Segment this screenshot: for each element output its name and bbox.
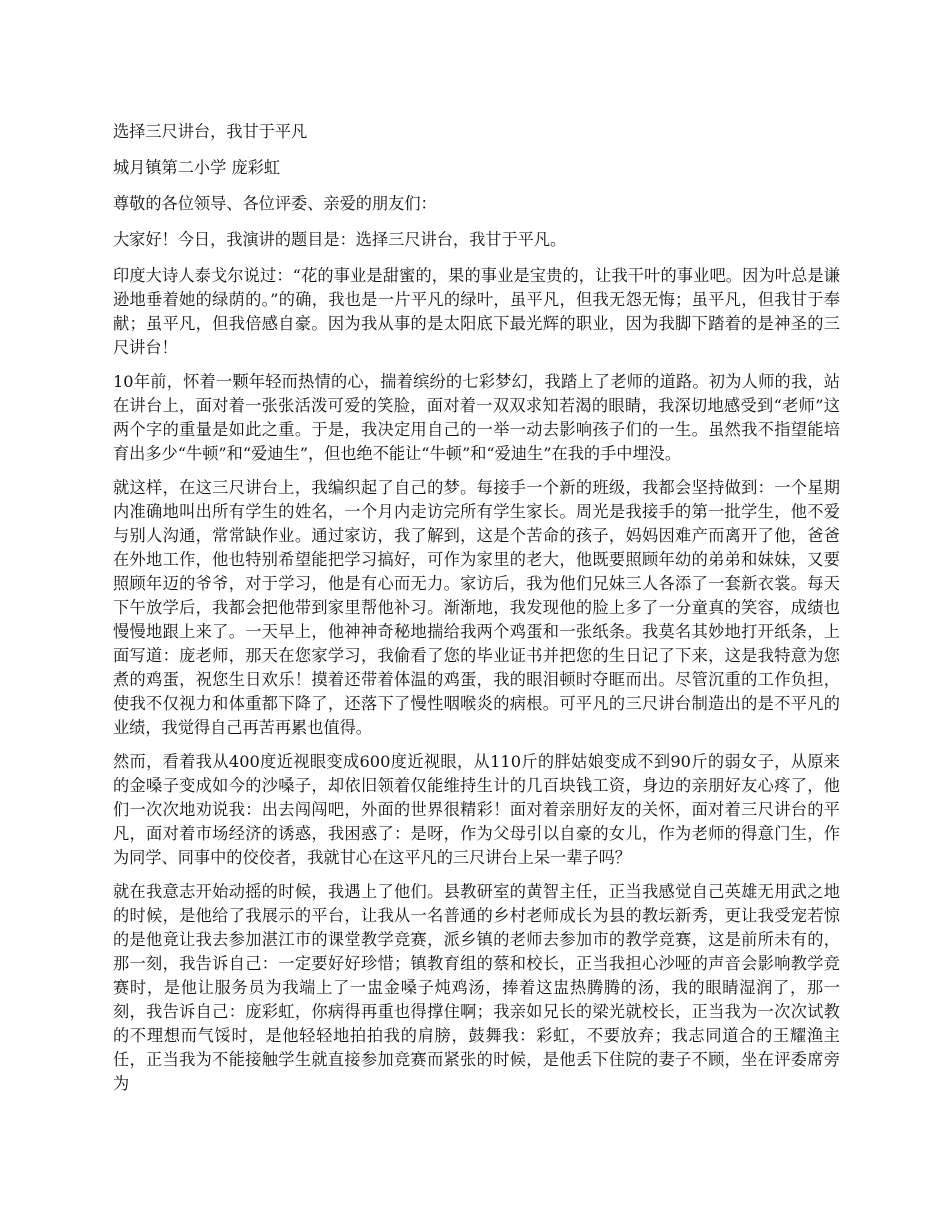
paragraph: 就在我意志开始动摇的时候，我遇上了他们。县教研室的黄智主任，正当我感觉自己英雄无用武之地的时候，是他给了我展示的平台，让我从一名普通的乡村老师成长为县的教坛新秀，更让我受宠若惊的是他竟让我去参加湛江市的课堂教学竞赛，派乡镇的老师去参加市的教学竞赛，这是前所未有的，那一刻，我告诉自己：一定要好好珍惜；镇教育组的蔡和校长，正当我担心沙哑的声音会影响教学竞赛时，是他让服务员为我端上了一盅金嗓子炖鸡汤，捧着这盅热腾腾的汤，我的眼睛湿润了，那一刻，我告诉自己：庞彩虹，你病得再重也得撑住啊；我亲如兄长的梁光就校长，正当我为一次次试教的不理想而气馁时，是他轻轻地拍拍我的肩膀，鼓舞我：彩虹，不要放弃；我志同道合的王耀渔主任，正当我为不能接触学生就直接参加竞赛而紧张的时候，是他丢下住院的妻子不顾，坐在评委席旁为 [113, 882, 840, 1093]
document-title: 选择三尺讲台，我甘于平凡 [113, 122, 308, 141]
author-line: 城月镇第二小学 庞彩虹 [113, 158, 281, 177]
paragraph: 印度大诗人泰戈尔说过：“花的事业是甜蜜的，果的事业是宝贵的，让我干叶的事业吧。因为叶总是谦逊地垂着她的绿荫的。”的确，我也是一片平凡的绿叶，虽平凡，但我无怨无悔；虽平凡，但我甘于奉献；虽平凡，但我倍感自豪。因为我从事的是太阳底下最光辉的职业，因为我脚下踏着的是神圣的三尺讲台！ [113, 266, 840, 357]
salutation: 尊敬的各位领导、各位评委、亲爱的朋友们： [113, 194, 437, 213]
paragraph: 然而，看着我从400度近视眼变成600度近视眼，从110斤的胖姑娘变成不到90斤的弱女子，从原来的金嗓子变成如今的沙嗓子，却依旧领着仅能维持生计的几百块钱工资，身边的亲朋好友心疼了，他们一次次地劝说我：出去闯闯吧，外面的世界很精彩！面对着亲朋好友的关怀，面对着三尺讲台的平凡，面对着市场经济的诱惑，我困惑了：是呀，作为父母引以自豪的女儿，作为老师的得意门生，作为同学、同事中的佼佼者，我就甘心在这平凡的三尺讲台上呆一辈子吗？ [113, 752, 840, 867]
paragraph: 10年前，怀着一颗年轻而热情的心，揣着缤纷的七彩梦幻，我踏上了老师的道路。初为人师的我，站在讲台上，面对着一张张活泼可爱的笑脸，面对着一双双求知若渴的眼睛，我深切地感受到“老师”这两个字的重量是如此之重。于是，我决定用自己的一举一动去影响孩子们的一生。虽然我不指望能培育出多少“牛顿”和“爱迪生”，但也绝不能让“牛顿”和“爱迪生”在我的手中埋没。 [113, 372, 840, 463]
document-page [113, 120, 840, 1106]
paragraph: 大家好！今日，我演讲的题目是：选择三尺讲台，我甘于平凡。 [113, 230, 567, 249]
paragraph: 就这样，在这三尺讲台上，我编织起了自己的梦。每接手一个新的班级，我都会坚持做到：一个星期内准确地叫出所有学生的姓名，一个月内走访完所有学生家长。周光是我接手的第一批学生，他不爱与别人沟通，常常缺作业。通过家访，我了解到，这是个苦命的孩子，妈妈因难产而离开了他，爸爸在外地工作，他也特别希望能把学习搞好，可作为家里的老大，他既要照顾年幼的弟弟和妹妹，又要照顾年迈的爷爷，对于学习，他是有心而无力。家访后，我为他们兄妹三人各添了一套新衣裳。每天下午放学后，我都会把他带到家里帮他补习。渐渐地，我发现他的脸上多了一分童真的笑容，成绩也慢慢地跟上来了。一天早上，他神神奇秘地揣给我两个鸡蛋和一张纸条。我莫名其妙地打开纸条，上面写道：庞老师，那天在您家学习，我偷看了您的毕业证书并把您的生日记了下来，这是我特意为您煮的鸡蛋，祝您生日欢乐！摸着还带着体温的鸡蛋，我的眼泪顿时夺眶而出。尽管沉重的工作负担，使我不仅视力和体重都下降了，还落下了慢性咽喉炎的病根。可平凡的三尺讲台制造出的是不平凡的业绩，我觉得自己再苦再累也值得。 [113, 478, 840, 737]
